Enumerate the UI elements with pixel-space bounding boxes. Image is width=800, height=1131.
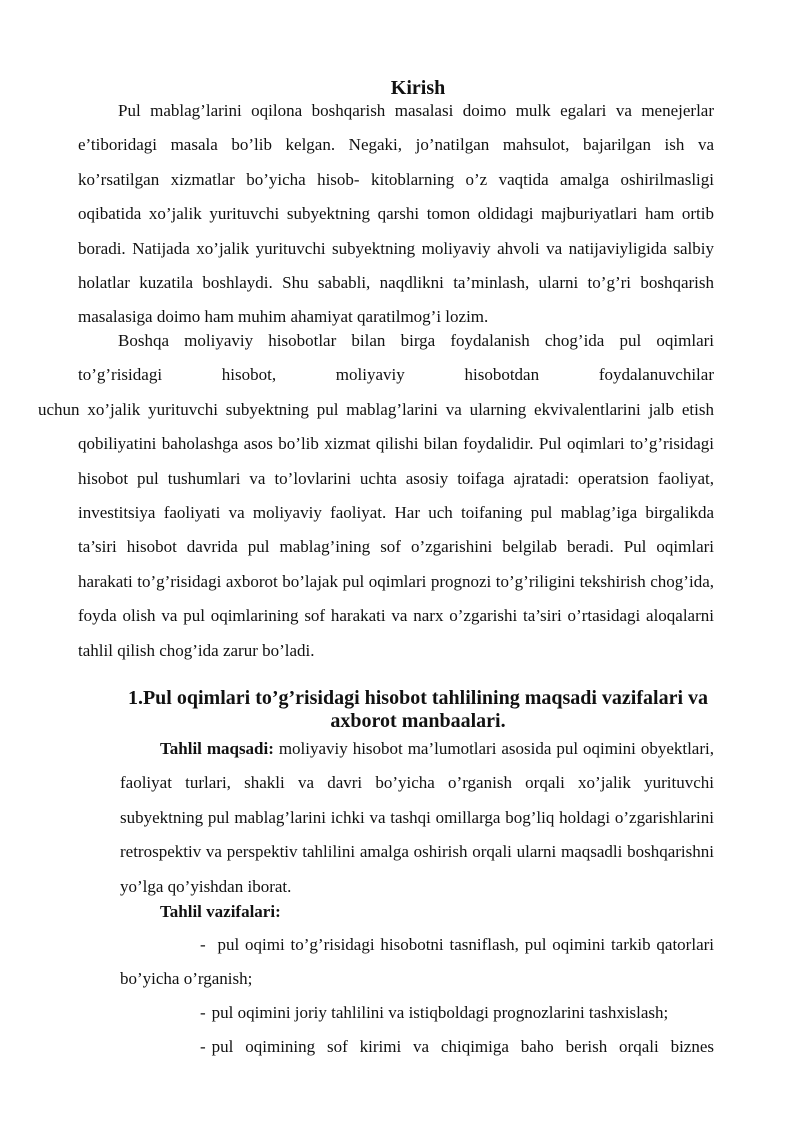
cash-flow-paragraph [38,324,714,668]
goal-label: Tahlil maqsadi: [160,739,274,758]
page-title: Kirish [390,77,446,99]
goal-text: moliyaviy hisobot ma’lumotlari asosida pul oqimini obyektlari, faoliyat turlari, shakli va davri bo’yicha o’rganish orqali xo’jalik yurituvchi subyektning pul mablag’larini ichki va tashqi omillarga bog’liq holdagi o’zgarishlarini retrospektiv va perspektiv tahlilini amalga oshirish orqali ularni maqsadli boshqarishni yo’lga qo’yishdan iborat. [120,739,714,896]
task-item-3-text: pul oqimining sof kirimi va chiqimiga baho berish orqali biznes [211,1037,714,1056]
cash-flow-paragraph-first-line: Boshqa moliyaviy hisobotlar bilan birga foydalanish chog’ida pul oqimlari to’g’risidagi hisobot, moliyaviy hisobotdan foydalanuvchilar [78,331,714,385]
dash-bullet: - [200,1037,206,1056]
dash-bullet: - [200,1003,206,1022]
task-item-1-text: pul oqimi to’g’risidagi hisobotni tasniflash, pul oqimini tarkib qatorlari bo’yicha o’rganish; [120,935,714,989]
task-item-2 [120,996,714,1030]
cash-flow-paragraph-body: uchun xo’jalik yurituvchi subyektning pul mablag’larini va ularning ekvivalentlarini jalb etish qobiliyatini baholashga asos bo’lib xizmat qilishi bilan foydalidir. Pul oqimlari to’g’risidagi hisobot pul tushumlari va to’lovlarini uchta asosiy toifaga ajratadi: operatsion faoliyat, investitsiya faoliyati va moliyaviy faoliyat. Har uch toifaning pul mablag’iga birgalikda ta’siri hisobot davrida pul mablag’ining sof o’zgarishini belgilab beradi. Pul oqimlari harakati to’g’risidagi axborot bo’lajak pul oqimlari prognozi to’g’riligini tekshirish chog’ida, foyda olish va pul oqimlarining sof harakati va narx o’zgarishi ta’siri o’rtasidagi aloqalarni tahlil qilish chog’ida zarur bo’ladi. [38,399,714,660]
task-item-1 [120,928,714,997]
section-heading: 1.Pul oqimlari to’g’risidagi hisobot tahlilining maqsadi vazifalari va axborot manbaalari. [127,687,709,732]
task-item-2-text: pul oqimini joriy tahlilini va istiqboldagi prognozlarini tashxislash; [211,1003,669,1022]
intro-paragraph: Pul mablag’larini oqilona boshqarish masalasi doimo mulk egalari va menejerlar e’tiboridagi masala bo’lib kelgan. Negaki, jo’natilgan mahsulot, bajarilgan ish va ko’rsatilgan xizmatlar bo’yicha hisob- kitoblarning o’z vaqtida amalga oshirilmasligi oqibatida xo’jalik yurituvchi subyektning qarshi tomon oldidagi majburiyatlari ham ortib boradi. Natijada xo’jalik yurituvchi subyektning moliyaviy ahvoli va natijaviyligida salbiy holatlar kuzatila boshlaydi. Shu sababli, naqdlikni ta’minlash, ularni to’g’ri boshqarish masalasiga doimo ham muhim ahamiyat qaratilmog’i lozim. [78,101,714,327]
tasks-label-paragraph [120,895,714,929]
goal-paragraph [120,732,714,904]
dash-bullet: - [200,935,206,954]
task-item-3 [120,1030,714,1064]
tasks-label: Tahlil vazifalari: [160,902,281,921]
